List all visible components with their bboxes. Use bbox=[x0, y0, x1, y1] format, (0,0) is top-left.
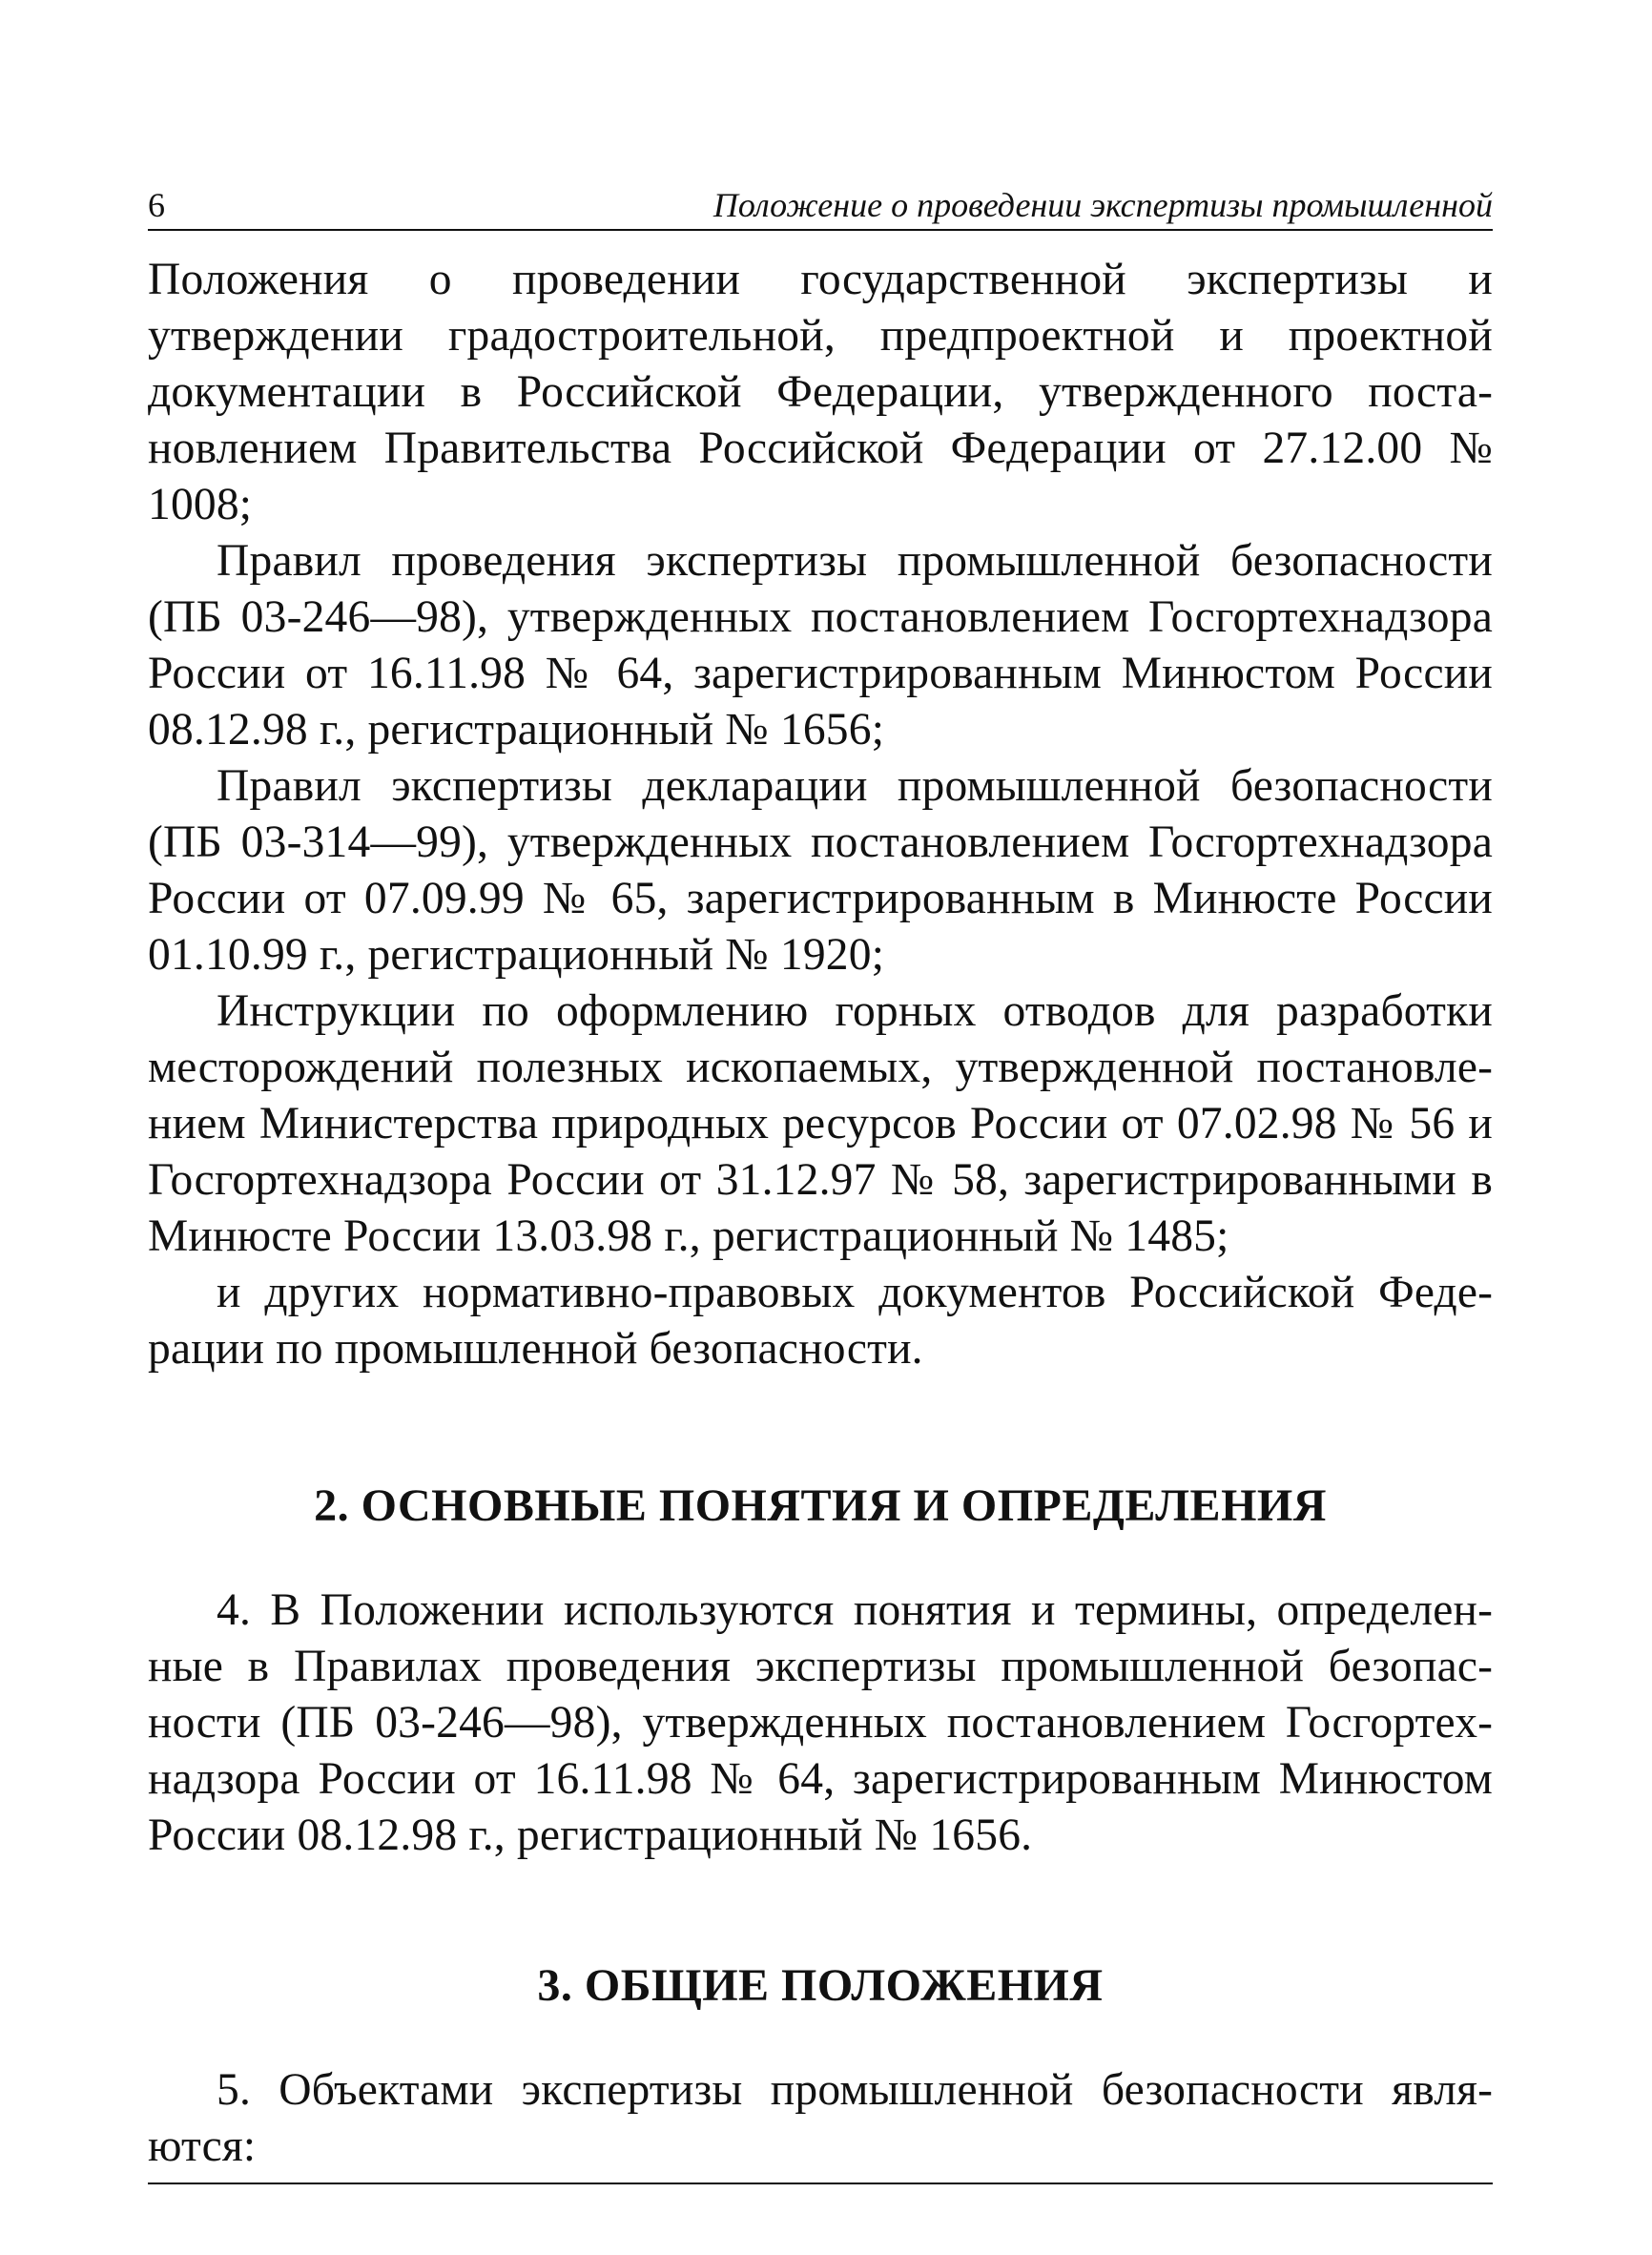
running-header bbox=[148, 181, 1493, 231]
paragraph-mining-allotment: Инструкции по оформлению горных отводов для разработки месторождений полезных ископаемых, утвержденной постановлением Министерства природных ресурсов России от 07.02.98 № 56 и Госгортехнадзора России от 31.12.97 № 58, зарегистрированными в Минюсте России 13.03.98 г., регистрационный № 1485; bbox=[148, 986, 1493, 1261]
paragraph-state-expertise: Положения о проведении государственной экспертизы и утверждении градостроительной, предпроектной и проектной документации в Российской Федерации, утвержденного постановлением Правительства Российской Федерации от 27.12.00 № 1008; bbox=[148, 255, 1493, 529]
running-title: Положение о проведении экспертизы промышленной bbox=[712, 186, 1493, 224]
footnote-divider bbox=[148, 2183, 1493, 2184]
document-page bbox=[148, 181, 1493, 2175]
body-text bbox=[148, 252, 1493, 2175]
section-heading-definitions: 2. ОСНОВНЫЕ ПОНЯТИЯ И ОПРЕДЕЛЕНИЯ bbox=[314, 1480, 1327, 1531]
paragraph-pb-03-314: Правил экспертизы декларации промышленной безопасности (ПБ 03-314—99), утвержденных постановлением Госгортехнадзора России от 07.09.99 № 65, зарегистрированным в Минюсте России 01.10.99 г., регистрационный № 1920; bbox=[148, 761, 1493, 980]
section-heading-general: 3. ОБЩИЕ ПОЛОЖЕНИЯ bbox=[537, 1960, 1104, 2011]
paragraph-other-documents: и других нормативно-правовых документов Российской Федерации по промышленной безопасности. bbox=[148, 1268, 1493, 1374]
paragraph-item-5: 5. Объектами экспертизы промышленной безопасности являются: bbox=[148, 2065, 1493, 2171]
paragraph-item-4: 4. В Положении используются понятия и термины, определенные в Правилах проведения экспертизы промышленной безопасности (ПБ 03-246—98), утвержденных постановлением Госгортехнадзора России от 16.11.98 № 64, зарегистрированным Минюстом России 08.12.98 г., регистрационный № 1656. bbox=[148, 1585, 1493, 1860]
page-number: 6 bbox=[148, 186, 165, 224]
paragraph-pb-03-246: Правил проведения экспертизы промышленной безопасности (ПБ 03-246—98), утвержденных постановлением Госгортехнадзора России от 16.11.98 № 64, зарегистрированным Минюстом России 08.12.98 г., регистрационный № 1656; bbox=[148, 536, 1493, 755]
